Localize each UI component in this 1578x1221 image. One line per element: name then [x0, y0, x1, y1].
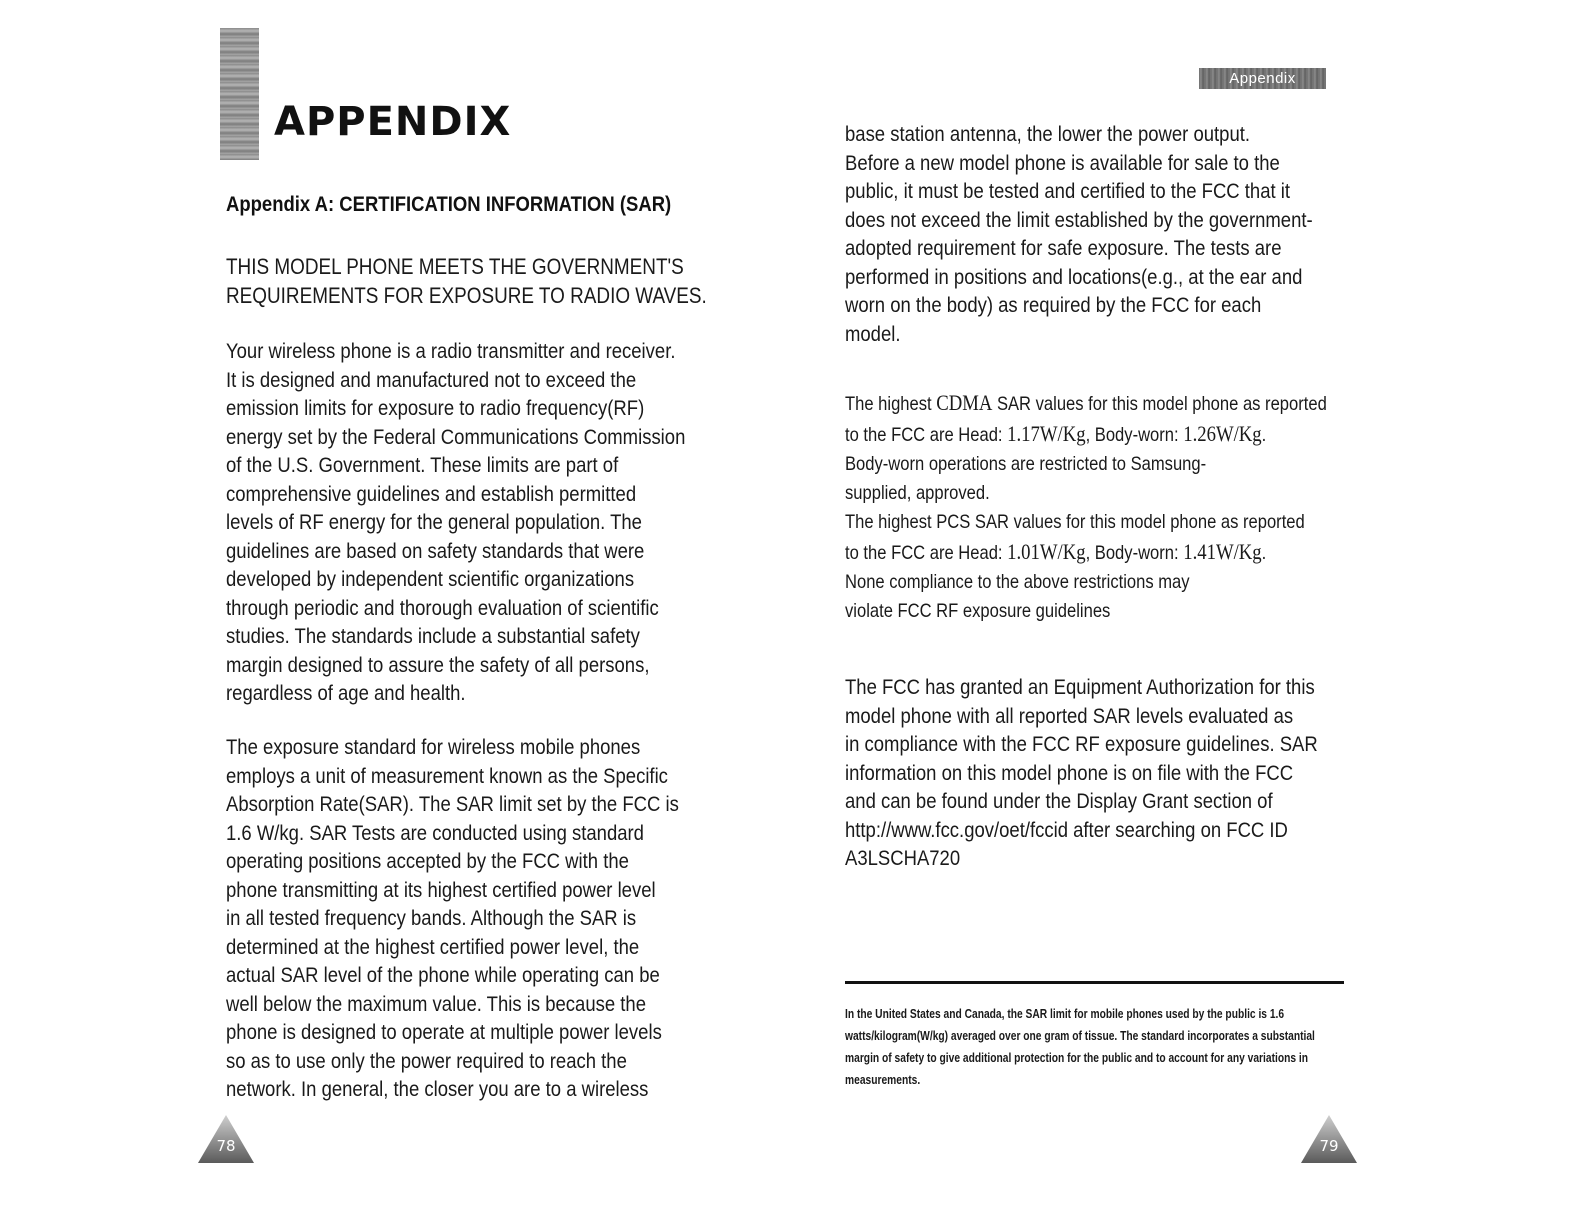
page-title: APPENDIX [274, 99, 512, 145]
text-line: supplied, approved. [845, 482, 990, 504]
pcs-values-line [845, 537, 1327, 568]
text-line: regardless of age and health. [226, 681, 466, 705]
paragraph-intro [226, 337, 685, 708]
text-line: employs a unit of measurement known as the Specific [226, 763, 668, 788]
text-line: actual SAR level of the phone while operating can be [226, 963, 660, 987]
header-tab: Appendix [1199, 68, 1326, 89]
appendix-title-block [220, 28, 720, 160]
text-line: levels of RF energy for the general population. The [226, 510, 642, 534]
pcs-body-value: 1.41W/Kg [1183, 539, 1262, 564]
footnote [845, 1003, 1315, 1091]
paragraph-exposure-standard [226, 733, 679, 1104]
title-decor-bar [220, 28, 259, 160]
text-fragment: The highest [845, 393, 932, 415]
text-line: None compliance to the above restrictions may [845, 571, 1190, 593]
section-heading: Appendix A: CERTIFICATION INFORMATION (SAR) [226, 193, 672, 216]
cdma-body-value: 1.26W/Kg [1183, 421, 1262, 446]
text-fragment: , Body-worn: [1085, 424, 1184, 446]
text-line: model. [845, 321, 901, 346]
text-line: network. In general, the closer you are to a wireless [226, 1077, 649, 1101]
right-page [789, 0, 1578, 1221]
text-line: violate FCC RF exposure guidelines [845, 600, 1111, 622]
cdma-head-value: 1.17W/Kg [1007, 421, 1086, 446]
text-line: phone transmitting at its highest certified power level [226, 877, 656, 902]
text-line: Before a new model phone is available for sale to the [845, 150, 1280, 175]
text-line: emission limits for exposure to radio frequency(RF) [226, 396, 645, 420]
text-line: Your wireless phone is a radio transmitter and receiver. [226, 339, 676, 363]
page-number: 78 [216, 1137, 236, 1155]
text-line: The exposure standard for wireless mobile phones [226, 735, 641, 759]
text-line: public, it must be tested and certified to the FCC that it [845, 179, 1291, 203]
text-line: Absorption Rate(SAR). The SAR limit set by the FCC is [226, 792, 679, 816]
statement-line: REQUIREMENTS FOR EXPOSURE TO RADIO WAVES. [226, 283, 707, 308]
page-number-badge [1299, 1113, 1359, 1165]
text-line: and can be found under the Display Grant section of [845, 789, 1273, 813]
text-fragment: . [1261, 542, 1267, 564]
text-line: so as to use only the power required to reach the [226, 1048, 627, 1073]
cdma-line [845, 388, 1327, 419]
text-line: comprehensive guidelines and establish permitted [226, 481, 637, 506]
text-line: model phone with all reported SAR levels evaluated as [845, 703, 1294, 728]
fcc-url-line: http://www.fcc.gov/oet/fccid after searching on FCC ID [845, 817, 1288, 842]
cdma-values-line [845, 419, 1327, 450]
footnote-divider [845, 981, 1344, 984]
text-line: performed in positions and locations(e.g., at the ear and [845, 264, 1303, 289]
text-line: adopted requirement for safe exposure. The tests are [845, 236, 1282, 260]
text-line: worn on the body) as required by the FCC for each [845, 293, 1262, 317]
text-fragment: to the FCC are Head: [845, 542, 1008, 564]
text-fragment: . [1261, 424, 1267, 446]
page-number-badge [196, 1113, 256, 1165]
footnote-line: margin of safety to give additional protection for the public and to account for any variations in [845, 1051, 1309, 1065]
pcs-line: The highest PCS SAR values for this model phone as reported [845, 511, 1305, 533]
text-line: developed by independent scientific organizations [226, 567, 635, 591]
text-line: operating positions accepted by the FCC with the [226, 849, 629, 873]
text-line: Body-worn operations are restricted to Samsung- [845, 453, 1207, 475]
footnote-line: In the United States and Canada, the SAR limit for mobile phones used by the public is 1.6 [845, 1007, 1285, 1021]
cdma-label: CDMA [936, 390, 993, 415]
text-line: base station antenna, the lower the power output. [845, 122, 1251, 146]
footnote-line: watts/kilogram(W/kg) averaged over one gram of tissue. The standard incorporates a substantial [845, 1029, 1315, 1043]
sar-values-block [845, 388, 1327, 626]
footnote-line: measurements. [845, 1073, 921, 1087]
text-fragment: to the FCC are Head: [845, 424, 1008, 446]
text-fragment: , Body-worn: [1085, 542, 1184, 564]
paragraph-fcc-authorization [845, 673, 1318, 873]
text-line: through periodic and thorough evaluation of scientific [226, 595, 659, 620]
text-line: studies. The standards include a substantial safety [226, 624, 640, 648]
text-line: phone is designed to operate at multiple power levels [226, 1020, 662, 1044]
text-fragment: SAR values for this model phone as reported [992, 393, 1327, 415]
compliance-statement [226, 252, 708, 310]
fcc-id: A3LSCHA720 [845, 846, 961, 870]
text-line: information on this model phone is on file with the FCC [845, 760, 1294, 785]
text-line: guidelines are based on safety standards that were [226, 538, 645, 563]
text-line: energy set by the Federal Communications Commission [226, 424, 686, 449]
text-line: It is designed and manufactured not to exceed the [226, 367, 637, 392]
text-line: The FCC has granted an Equipment Authorization for this [845, 675, 1315, 699]
text-line: in compliance with the FCC RF exposure guidelines. SAR [845, 732, 1318, 756]
paragraph-continued [845, 120, 1313, 348]
text-line: 1.6 W/kg. SAR Tests are conducted using standard [226, 820, 644, 845]
pcs-head-value: 1.01W/Kg [1007, 539, 1086, 564]
statement-line: THIS MODEL PHONE MEETS THE GOVERNMENT'S [226, 254, 684, 279]
page-number: 79 [1319, 1137, 1339, 1155]
text-line: of the U.S. Government. These limits are part of [226, 453, 619, 477]
text-line: in all tested frequency bands. Although the SAR is [226, 906, 637, 930]
text-line: determined at the highest certified power level, the [226, 934, 640, 959]
text-line: margin designed to assure the safety of all persons, [226, 652, 650, 677]
text-line: does not exceed the limit established by the government- [845, 207, 1313, 232]
text-line: well below the maximum value. This is because the [226, 991, 646, 1016]
